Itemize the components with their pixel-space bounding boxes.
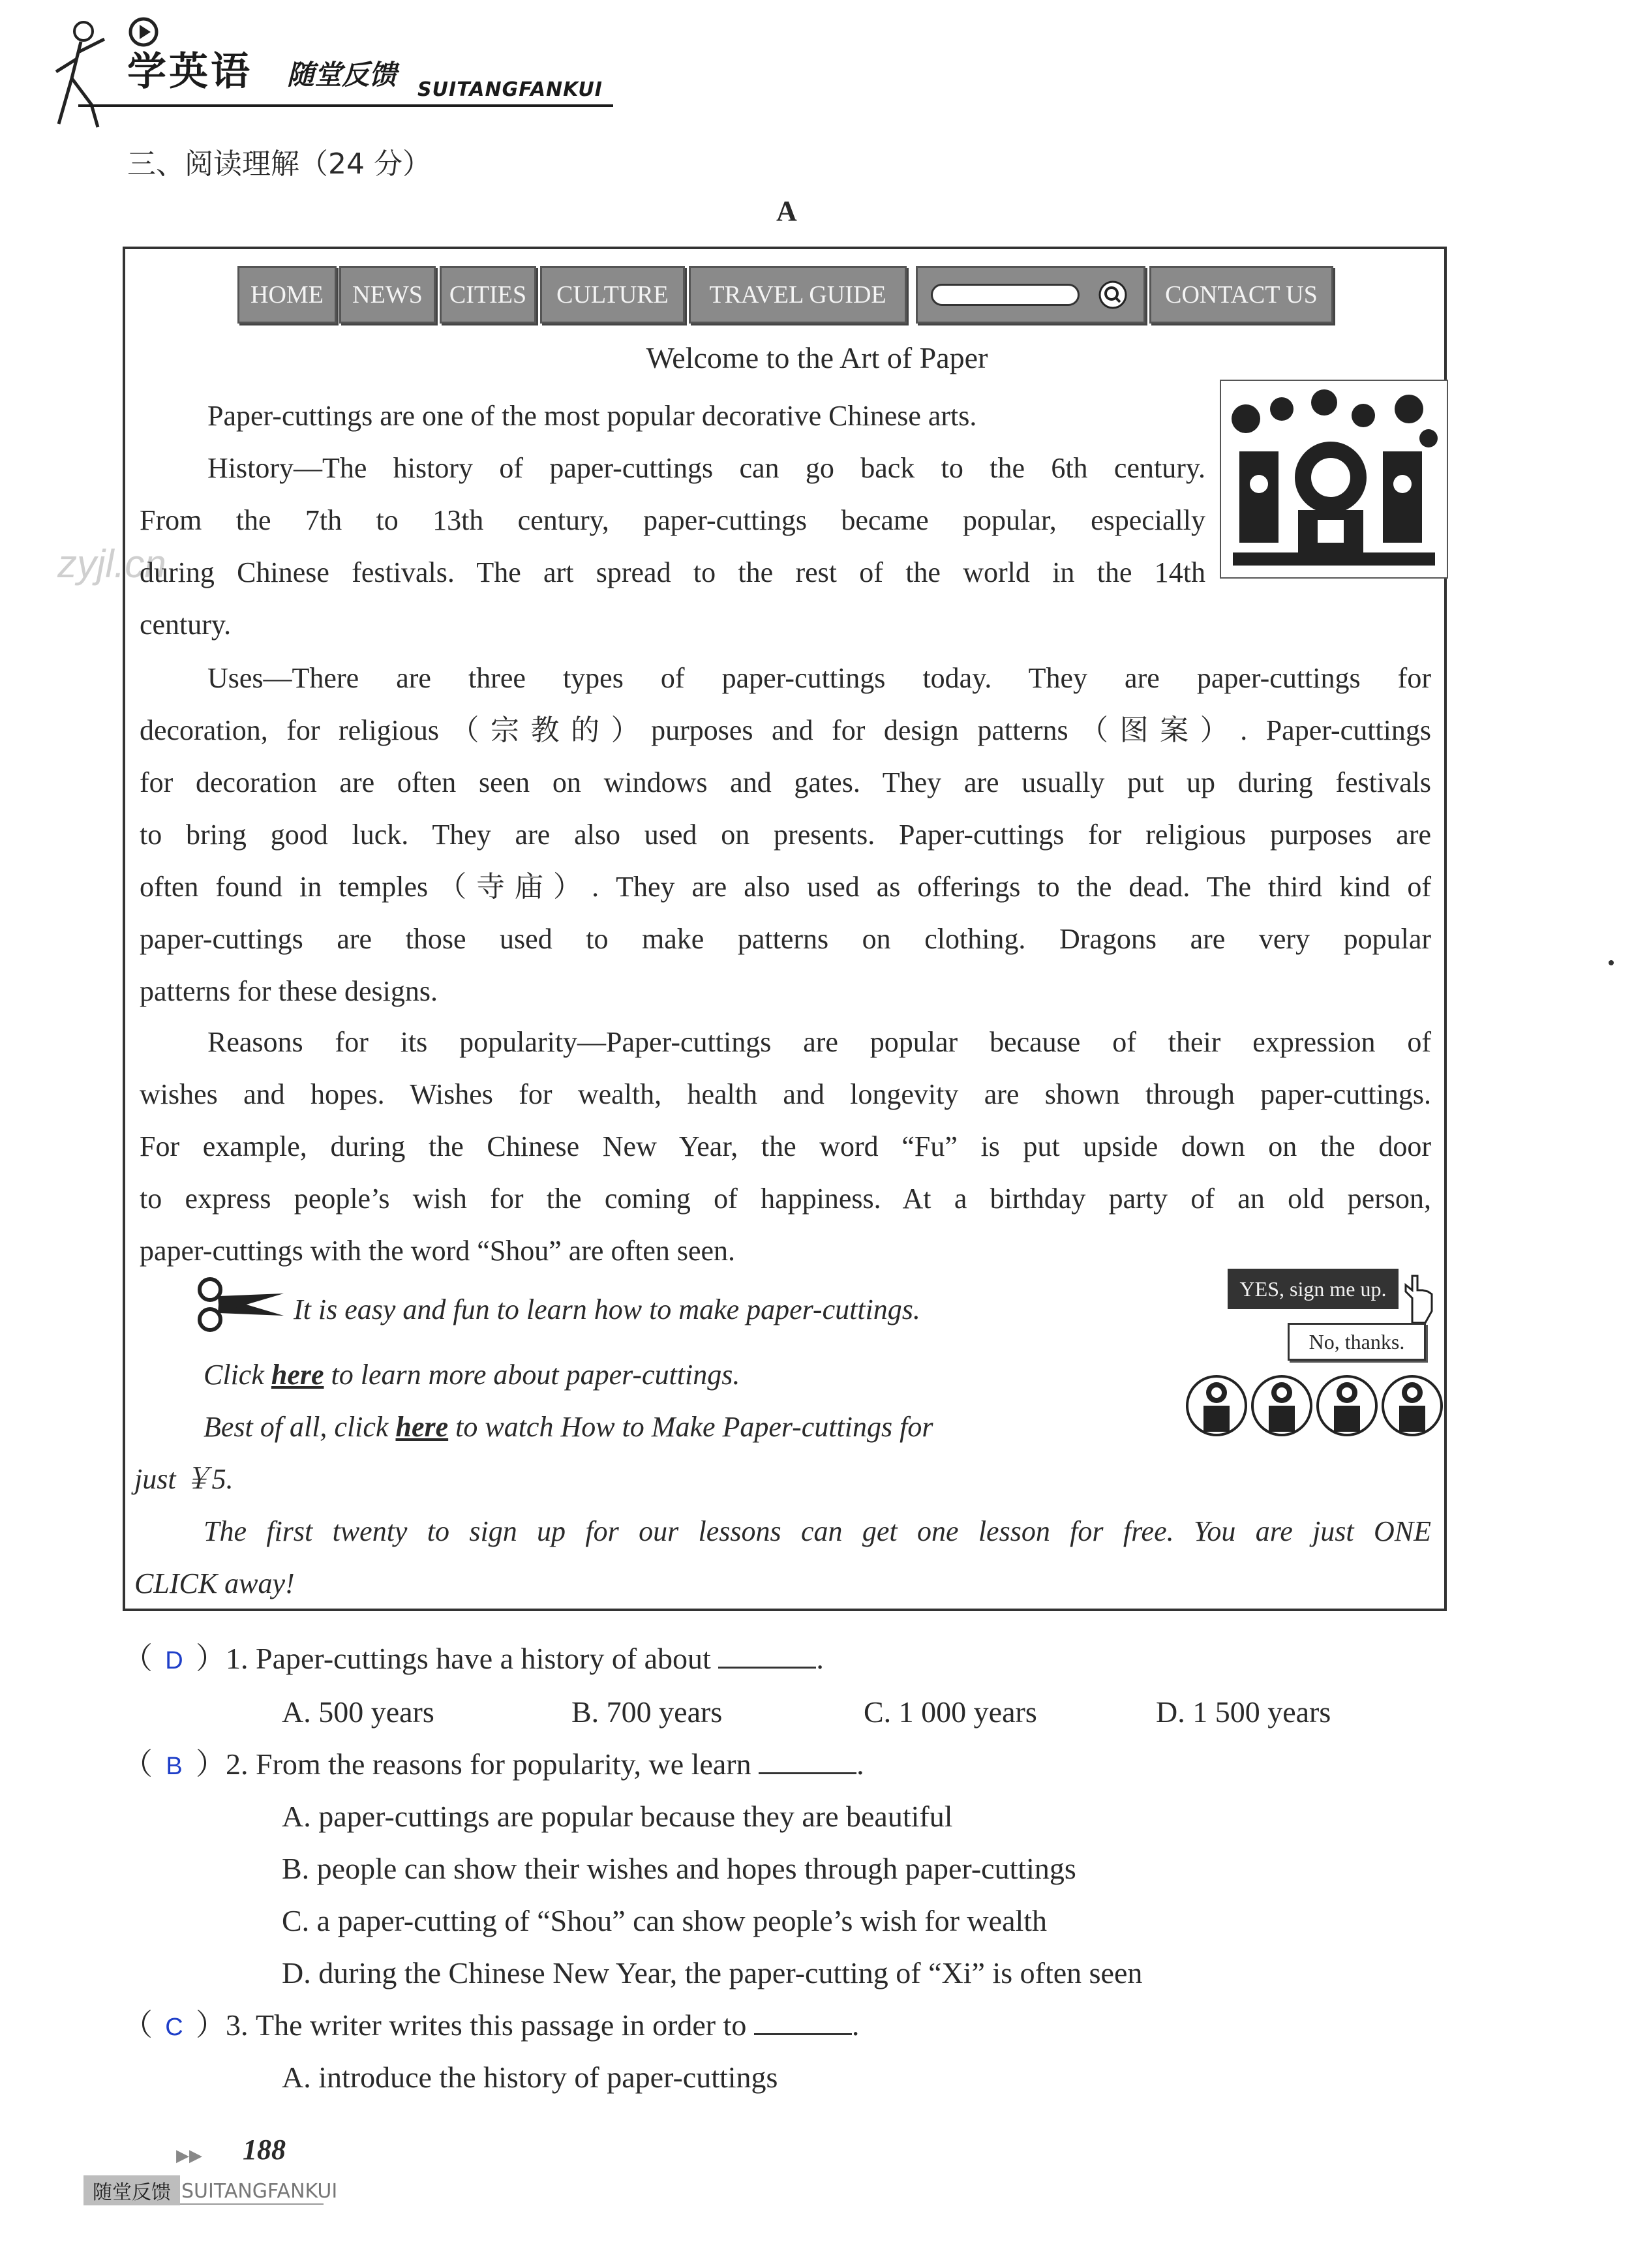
uses-line-5: often found in temples（寺庙）. They are also used as offerings to the dead. The third kind of: [140, 871, 1431, 903]
uses-line-1: Uses—There are three types of paper-cuttings today. They are paper-cuttings for: [207, 662, 1431, 694]
paren-close: ）: [196, 1747, 226, 1781]
nav-home[interactable]: HOME: [237, 266, 337, 324]
reasons-line-3: For example, during the Chinese New Year, the word “Fu” is put upside down on the door: [140, 1130, 1431, 1162]
footer-english: SUITANGFANKUI: [181, 2180, 338, 2203]
question-3-stem: The writer writes this passage in order to: [256, 2008, 747, 2042]
reasons-line-1: Reasons for its popularity—Paper-cuttings are popular because of their expression of: [207, 1026, 1431, 1058]
answer-blank: [754, 2006, 852, 2035]
section-title: 三、阅读理解（24 分）: [127, 147, 431, 181]
q1-option-d: D. 1 500 years: [1156, 1695, 1331, 1729]
question-2-stem: From the reasons for popularity, we learn: [256, 1747, 751, 1781]
question-1-number: 1.: [226, 1642, 249, 1675]
answer-3: C: [165, 2014, 183, 2041]
uses-line-4: to bring good luck. They are also used on presents. Paper-cuttings for religious purposes are: [140, 819, 1431, 851]
search-input[interactable]: [931, 284, 1080, 306]
nav-travel-guide[interactable]: TRAVEL GUIDE: [689, 266, 907, 324]
header-logo-english: SUITANGFANKUI: [417, 78, 603, 101]
reasons-line-4: to express people’s wish for the coming of happiness. At a birthday party of an old person,: [140, 1183, 1431, 1215]
question-2: （ B ）2. From the reasons for popularity, we learn .: [123, 1745, 864, 1786]
nav-cities[interactable]: CITIES: [440, 266, 536, 324]
margin-mark: [1609, 960, 1614, 965]
q1-option-c: C. 1 000 years: [864, 1695, 1037, 1729]
click-line-2: [204, 1401, 933, 1453]
footer-tab: 随堂反馈: [83, 2175, 180, 2205]
answer-blank: [759, 1745, 856, 1774]
reasons-line-2: wishes and hopes. Wishes for wealth, health and longevity are shown through paper-cuttings.: [140, 1078, 1431, 1110]
search-icon[interactable]: [1098, 280, 1128, 310]
easy-fun-line: It is easy and fun to learn how to make paper-cuttings.: [294, 1293, 920, 1325]
q2-option-c: C. a paper-cutting of “Shou” can show people’s wish for wealth: [282, 1904, 1048, 1937]
footer-arrows-icon: ▶▶: [176, 2146, 202, 2165]
question-1: （ D ）1. Paper-cuttings have a history of about .: [123, 1639, 824, 1680]
history-line-3: during Chinese festivals. The art spread to the rest of the world in the 14th: [140, 556, 1205, 588]
page-number: 188: [243, 2134, 286, 2166]
signup-line-2: CLICK away!: [134, 1567, 295, 1599]
header-divider: [78, 104, 613, 107]
click-line-1: [204, 1349, 740, 1401]
here-link-2[interactable]: here: [395, 1411, 449, 1443]
paren-open: （: [123, 1642, 153, 1675]
question-1-stem: Paper-cuttings have a history of about: [256, 1642, 711, 1675]
click-line-3: just ￥5.: [134, 1463, 234, 1495]
uses-line-6: paper-cuttings are those used to make patterns on clothing. Dragons are very popular: [140, 923, 1431, 955]
yes-sign-up-button[interactable]: YES, sign me up.: [1228, 1269, 1399, 1309]
search-box: [916, 266, 1145, 324]
uses-line-2: decoration, for religious（宗教的）purposes and for design patterns（图案）. Paper-cuttings: [140, 714, 1431, 746]
header-logo-subtitle: 随堂反馈: [287, 59, 397, 91]
nav-culture[interactable]: CULTURE: [540, 266, 685, 324]
click-1-suffix: to learn more about paper-cuttings.: [324, 1359, 740, 1391]
reasons-line-5: paper-cuttings with the word “Shou” are often seen.: [140, 1235, 736, 1267]
webpage-heading: Welcome to the Art of Paper: [646, 341, 988, 374]
paper-cut-dolls-image: [1184, 1367, 1445, 1442]
q3-option-a: A. introduce the history of paper-cuttings: [282, 2061, 778, 2094]
passage-letter: A: [776, 195, 797, 227]
nav-news[interactable]: NEWS: [339, 266, 436, 324]
question-2-number: 2.: [226, 1747, 249, 1781]
q2-option-b: B. people can show their wishes and hopes through paper-cuttings: [282, 1852, 1076, 1885]
q2-option-a: A. paper-cuttings are popular because they are beautiful: [282, 1800, 953, 1833]
paren-open: （: [123, 2008, 153, 2042]
history-line-4: century.: [140, 609, 232, 641]
header-logo-title: 学英语: [127, 49, 252, 95]
question-3: （ C ）3. The writer writes this passage in order to .: [123, 2006, 859, 2047]
scissors-icon: [196, 1275, 287, 1334]
click-1-prefix: Click: [204, 1359, 271, 1391]
paren-close: ）: [196, 1642, 226, 1675]
q1-option-b: B. 700 years: [571, 1695, 723, 1729]
paren-open: （: [123, 1747, 153, 1781]
signup-line-1: The first twenty to sign up for our lessons can get one lesson for free. You are just ONE: [204, 1515, 1431, 1547]
watermark: zyjl.cn: [57, 542, 166, 586]
hand-pointer-icon: [1399, 1272, 1438, 1324]
paper-cutting-image: [1220, 380, 1448, 579]
uses-line-7: patterns for these designs.: [140, 975, 438, 1007]
intro-paragraph: Paper-cuttings are one of the most popular decorative Chinese arts.: [207, 400, 977, 432]
answer-2: B: [166, 1753, 183, 1780]
nav-contact-us[interactable]: CONTACT US: [1149, 266, 1333, 324]
uses-line-3: for decoration are often seen on windows and gates. They are usually put up during festivals: [140, 766, 1431, 798]
question-3-number: 3.: [226, 2008, 249, 2042]
runner-figure-icon: [52, 13, 111, 130]
click-2-suffix: to watch How to Make Paper-cuttings for: [448, 1411, 933, 1443]
history-line-1: History—The history of paper-cuttings can go back to the 6th century.: [207, 452, 1205, 484]
answer-blank: [718, 1639, 816, 1669]
footer-divider: [180, 2203, 324, 2205]
here-link-1[interactable]: here: [271, 1359, 324, 1391]
paren-close: ）: [196, 2008, 226, 2042]
answer-1: D: [165, 1647, 183, 1674]
click-2-prefix: Best of all, click: [204, 1411, 396, 1443]
q2-option-d: D. during the Chinese New Year, the paper-cutting of “Xi” is often seen: [282, 1956, 1143, 1989]
history-line-2: From the 7th to 13th century, paper-cuttings became popular, especially: [140, 504, 1205, 536]
no-thanks-button[interactable]: No, thanks.: [1288, 1323, 1426, 1361]
q1-option-a: A. 500 years: [282, 1695, 434, 1729]
